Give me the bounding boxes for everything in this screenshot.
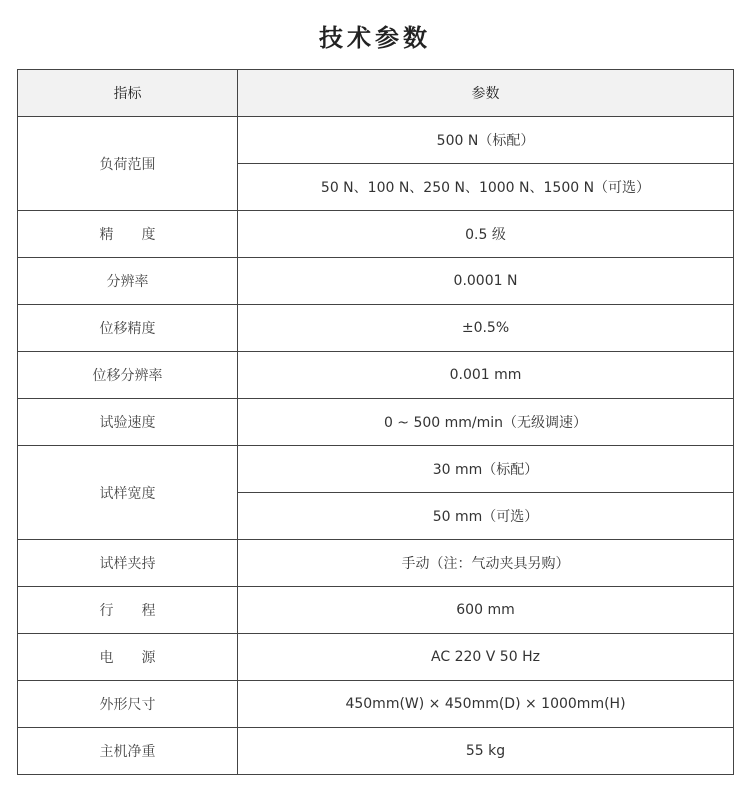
row-label: 位移分辨率 xyxy=(18,352,238,399)
row-value: 50 N、100 N、250 N、1000 N、1500 N（可选） xyxy=(238,164,734,211)
table-row xyxy=(18,540,734,587)
row-label: 负荷范围 xyxy=(18,117,238,211)
table-row xyxy=(18,258,734,305)
table-row xyxy=(18,681,734,728)
row-value: 55 kg xyxy=(238,728,734,775)
table-row xyxy=(18,446,734,493)
row-label: 行 程 xyxy=(18,587,238,634)
row-value: ±0.5% xyxy=(238,305,734,352)
row-label: 试样夹持 xyxy=(18,540,238,587)
table-row xyxy=(18,211,734,258)
row-value: 0.001 mm xyxy=(238,352,734,399)
row-label: 分辨率 xyxy=(18,258,238,305)
row-label: 精 度 xyxy=(18,211,238,258)
table-row xyxy=(18,634,734,681)
row-value: 600 mm xyxy=(238,587,734,634)
row-label: 外形尺寸 xyxy=(18,681,238,728)
row-value: 50 mm（可选） xyxy=(238,493,734,540)
row-value: 450mm(W) × 450mm(D) × 1000mm(H) xyxy=(238,681,734,728)
row-value: 手动（注：气动夹具另购） xyxy=(238,540,734,587)
row-value: AC 220 V 50 Hz xyxy=(238,634,734,681)
row-value: 30 mm（标配） xyxy=(238,446,734,493)
table-row xyxy=(18,399,734,446)
row-label: 试验速度 xyxy=(18,399,238,446)
row-value: 500 N（标配） xyxy=(238,117,734,164)
header-indicator: 指标 xyxy=(18,70,238,117)
row-value: 0.5 级 xyxy=(238,211,734,258)
row-value: 0 ~ 500 mm/min（无级调速） xyxy=(238,399,734,446)
table-row xyxy=(18,352,734,399)
row-label: 电 源 xyxy=(18,634,238,681)
page-title: 技术参数 xyxy=(319,24,431,52)
table-header-row xyxy=(18,70,734,117)
header-parameter: 参数 xyxy=(238,70,734,117)
table-row xyxy=(18,728,734,775)
row-value: 0.0001 N xyxy=(238,258,734,305)
row-label: 主机净重 xyxy=(18,728,238,775)
table-row xyxy=(18,305,734,352)
table-row xyxy=(18,117,734,164)
row-label: 位移精度 xyxy=(18,305,238,352)
spec-table xyxy=(17,69,734,775)
row-label: 试样宽度 xyxy=(18,446,238,540)
table-row xyxy=(18,587,734,634)
